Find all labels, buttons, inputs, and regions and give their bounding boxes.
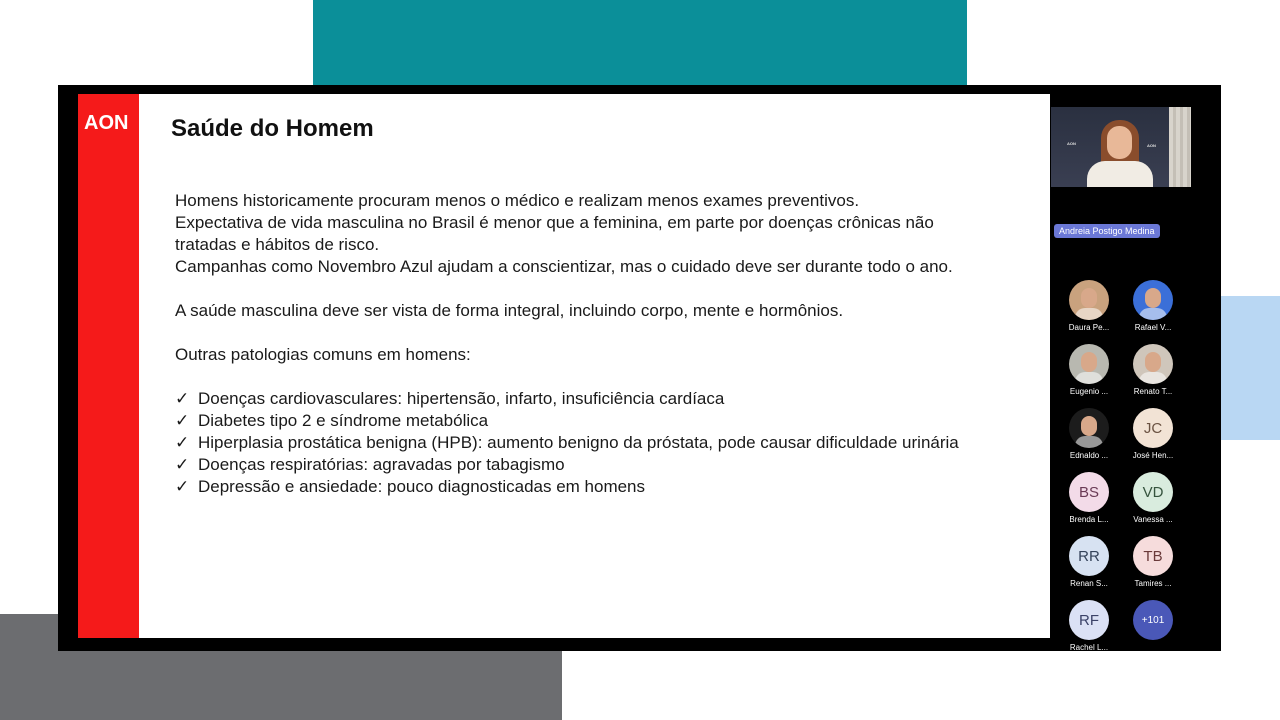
participant-tile[interactable] (1122, 408, 1184, 460)
participant-tile[interactable] (1058, 600, 1120, 652)
bullet-item (175, 410, 995, 432)
more-count: +101 (1133, 600, 1173, 640)
bullet-text: Doenças respiratórias: agravadas por tabagismo (198, 455, 565, 474)
more-participants-button[interactable] (1122, 600, 1184, 640)
wall-logo: AON (1067, 141, 1076, 146)
participant-name: Brenda L... (1069, 515, 1109, 524)
bullet-item (175, 388, 995, 410)
avatar-photo (1145, 352, 1161, 372)
speaker-curtain (1169, 107, 1191, 187)
checkmark-icon: ✓ (175, 455, 190, 474)
slide-text-line: Campanhas como Novembro Azul ajudam a conscientizar, mas o cuidado deve ser durante todo o ano. (175, 257, 953, 276)
participant-name: Renato T... (1133, 387, 1173, 396)
slide-text-line: Homens historicamente procuram menos o médico e realizam menos exames preventivos. (175, 191, 860, 210)
slide-text-line: Outras patologias comuns em homens: (175, 345, 471, 364)
avatar: TB (1133, 536, 1173, 576)
participant-name: Daura Pe... (1068, 323, 1110, 332)
participant-tile[interactable] (1058, 408, 1120, 460)
decorative-teal-block (313, 0, 967, 86)
participant-name: Renan S... (1070, 579, 1108, 588)
avatar (1069, 408, 1109, 448)
slide-red-sidebar (78, 94, 139, 638)
participant-tile[interactable] (1122, 536, 1184, 588)
participant-tile[interactable] (1058, 536, 1120, 588)
slide-text-line: Expectativa de vida masculina no Brasil é menor que a feminina, em parte por doenças crônicas não tratadas e hábitos de risco. (175, 213, 934, 254)
checkmark-icon: ✓ (175, 411, 190, 430)
avatar: RF (1069, 600, 1109, 640)
checkmark-icon: ✓ (175, 389, 190, 408)
speaker-video-tile[interactable] (1051, 107, 1191, 187)
avatar (1069, 344, 1109, 384)
avatar: RR (1069, 536, 1109, 576)
participant-name: Tamires ... (1134, 579, 1172, 588)
avatar (1133, 280, 1173, 320)
avatar (1069, 280, 1109, 320)
decorative-blue-block (1220, 296, 1280, 440)
wall-logo: AON (1147, 143, 1156, 148)
slide-text-line: A saúde masculina deve ser vista de forma integral, incluindo corpo, mente e hormônios. (175, 301, 844, 320)
participant-tile[interactable] (1122, 280, 1184, 332)
bullet-text: Depressão e ansiedade: pouco diagnosticadas em homens (198, 477, 646, 496)
participant-name: José Hen... (1132, 451, 1174, 460)
participant-tile[interactable] (1122, 344, 1184, 396)
participant-name: Eugenio ... (1069, 387, 1109, 396)
bullet-item (175, 432, 995, 454)
participant-tile[interactable] (1058, 280, 1120, 332)
bullet-item (175, 454, 995, 476)
bullet-text: Diabetes tipo 2 e síndrome metabólica (198, 411, 489, 430)
avatar-photo (1081, 352, 1097, 372)
aon-logo: AON (84, 112, 129, 134)
participant-name: Ednaldo ... (1069, 451, 1109, 460)
participant-tile[interactable] (1058, 344, 1120, 396)
participant-name: Vanessa ... (1133, 515, 1173, 524)
participant-tile[interactable] (1058, 472, 1120, 524)
avatar: JC (1133, 408, 1173, 448)
participant-tile[interactable] (1122, 472, 1184, 524)
avatar-photo (1145, 288, 1161, 308)
participant-name: Rafael V... (1134, 323, 1172, 332)
avatar: VD (1133, 472, 1173, 512)
avatar-photo (1081, 416, 1097, 436)
shared-slide (78, 94, 1050, 638)
slide-body (175, 190, 995, 498)
bullet-item (175, 476, 995, 498)
checkmark-icon: ✓ (175, 433, 190, 452)
avatar: BS (1069, 472, 1109, 512)
avatar-photo (1081, 288, 1097, 308)
bullet-text: Doenças cardiovasculares: hipertensão, infarto, insuficiência cardíaca (198, 389, 725, 408)
bullet-text: Hiperplasia prostática benigna (HPB): aumento benigno da próstata, pode causar dificuldade urinária (198, 433, 959, 452)
checkmark-icon: ✓ (175, 477, 190, 496)
participant-name: Rachel L... (1069, 643, 1109, 652)
slide-title: Saúde do Homem (171, 115, 374, 142)
speaker-name-label: Andreia Postigo Medina (1054, 224, 1160, 238)
avatar (1133, 344, 1173, 384)
